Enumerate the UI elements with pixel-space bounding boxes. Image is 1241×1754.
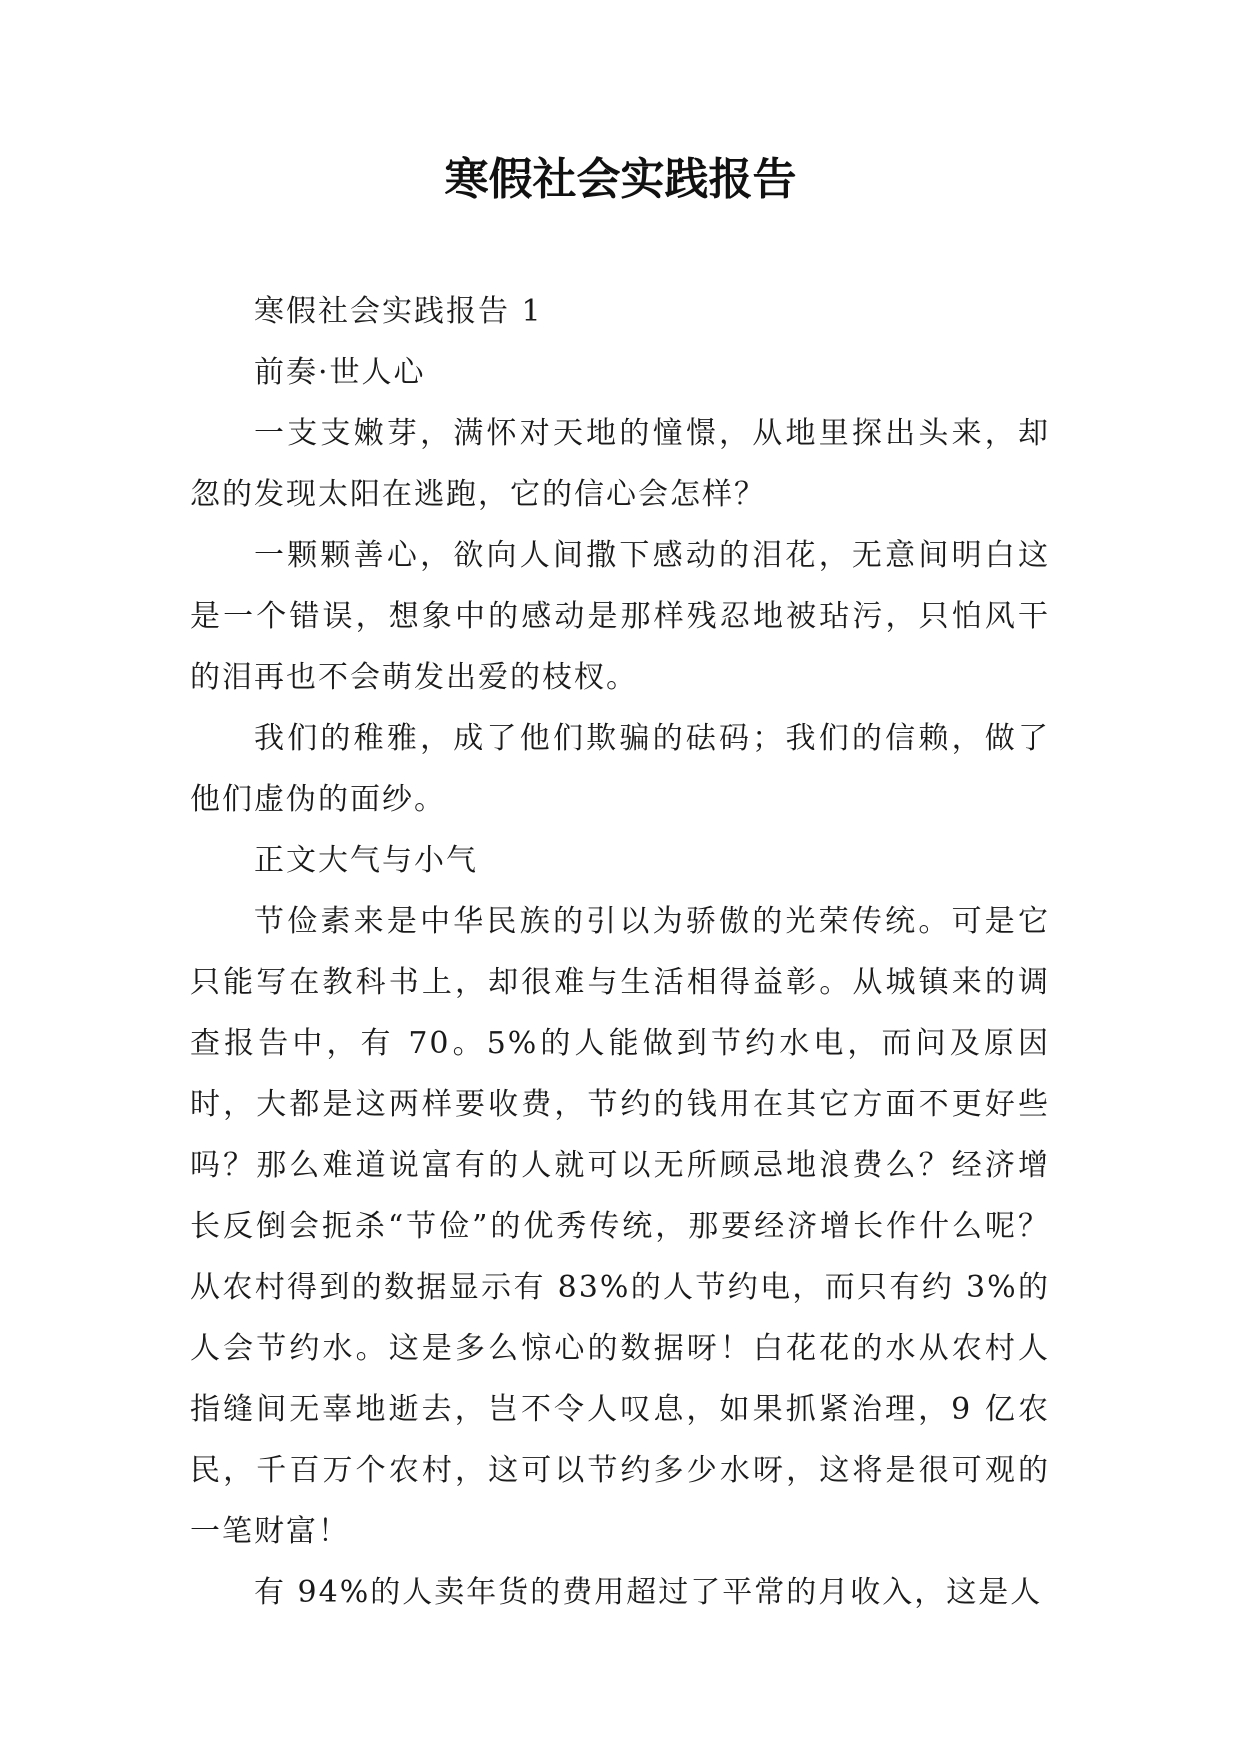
section-heading-prelude: 前奏·世人心 — [254, 355, 426, 390]
section-heading-main: 正文大气与小气 — [254, 843, 478, 878]
report-heading: 寒假社会实践报告 1 — [254, 294, 543, 329]
paragraph: 一颗颗善心，欲向人间撒下感动的泪花，无意间明白这是一个错误，想象中的感动是那样残忍地被玷污，只怕风干的泪再也不会萌发出爱的枝杈。 — [190, 538, 1050, 695]
document-title: 寒假社会实践报告 — [444, 154, 797, 205]
paragraph: 一支支嫩芽，满怀对天地的憧憬，从地里探出头来，却忽的发现太阳在逃跑，它的信心会怎样？ — [190, 416, 1050, 512]
paragraph: 有 94%的人卖年货的费用超过了平常的月收入，这是人 — [254, 1575, 1043, 1610]
document-body — [190, 281, 1050, 1623]
paragraph: 节俭素来是中华民族的引以为骄傲的光荣传统。可是它只能写在教科书上，却很难与生活相得益彰。从城镇来的调查报告中，有 70。5%的人能做到节约水电，而问及原因时，大都是这两样要收费，节约的钱用在其它方面不更好些吗？那么难道说富有的人就可以无所顾忌地浪费么？经济增长反倒会扼杀“节俭”的优秀传统，那要经济增长作什么呢？从农村得到的数据显示有 83%的人节约电，而只有约 3%的人会节约水。这是多么惊心的数据呀！白花花的水从农村人指缝间无辜地逝去，岂不令人叹息，如果抓紧治理，9 亿农民，千百万个农村，这可以节约多少水呀，这将是很可观的一笔财富！ — [190, 904, 1050, 1549]
paragraph: 我们的稚雅，成了他们欺骗的砝码；我们的信赖，做了他们虚伪的面纱。 — [190, 721, 1050, 817]
